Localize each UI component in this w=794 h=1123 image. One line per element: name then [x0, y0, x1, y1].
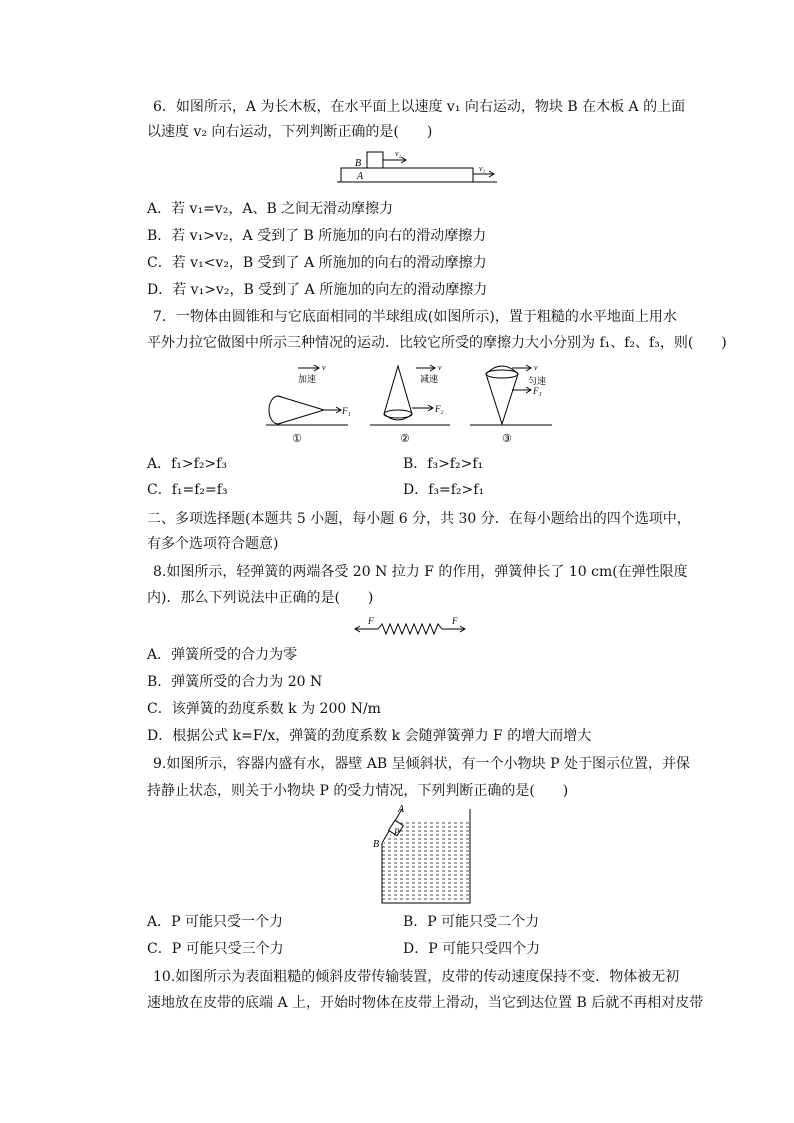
label-v1: v₁	[479, 164, 486, 173]
panel1-cone	[278, 396, 324, 424]
q7-option-c: C．f₁=f₂=f₃	[147, 482, 228, 498]
panel1-force-label: F₁	[342, 406, 351, 416]
label-p: P	[394, 827, 400, 837]
label-v2: v₂	[395, 149, 402, 158]
q6-option-d: D．若 v₁>v₂，B 受到了 A 所施加的向左的滑动摩擦力	[147, 282, 488, 298]
q9-option-d: D．P 可能只受四个力	[403, 941, 541, 957]
q10-stem-line1: 10.如图所示为表面粗糙的倾斜皮带传输装置，皮带的传动速度保持不变．物体被无初	[153, 969, 680, 985]
q8-option-b: B．弹簧所受的合力为 20 N	[147, 674, 323, 690]
q7-stem-line2: 平外力拉它做图中所示三种情况的运动．比较它所受的摩擦力大小分别为 f₁、f₂、f₃，则( )	[147, 335, 727, 351]
panel2-force-label: F₂	[435, 404, 444, 414]
q6-stem-line1: 6．如图所示，A 为长木板，在水平面上以速度 v₁ 向右运动，物块 B 在木板 A 的上面	[153, 99, 686, 115]
q8-stem-line1: 8.如图所示，轻弹簧的两端各受 20 N 拉力 F 的作用，弹簧伸长了 10 cm(在弹性限度	[153, 564, 688, 580]
label-a: A	[398, 805, 405, 815]
q9-option-b: B．P 可能只受二个力	[403, 914, 540, 930]
panel-1	[266, 363, 351, 445]
panel1-motion-label: 加速	[298, 374, 317, 384]
q6-option-a: A．若 v₁=v₂，A、B 之间无滑动摩擦力	[147, 201, 394, 217]
q6-option-c: C．若 v₁<v₂，B 受到了 A 所施加的向右的滑动摩擦力	[147, 255, 487, 271]
left-force-label: F	[368, 616, 374, 626]
q8-figure	[352, 614, 468, 640]
panel2-motion-label: 减速	[420, 374, 439, 384]
q7-option-d: D．f₃=f₂>f₁	[403, 482, 485, 498]
q9-stem-line2: 持静止状态，则关于小物块 P 的受力情况，下列判断正确的是( )	[147, 783, 569, 799]
spring	[378, 624, 442, 634]
q6-figure	[335, 146, 500, 188]
panel2-v-label: v	[438, 363, 442, 372]
panel1-number: ①	[292, 433, 302, 445]
panel3-v-label: v	[534, 363, 538, 372]
q9-option-c: C．P 可能只受三个力	[147, 941, 284, 957]
block-b	[367, 152, 383, 168]
q6-stem-line2: 以速度 v₂ 向右运动，下列判断正确的是( )	[147, 124, 433, 140]
panel2-number: ②	[400, 433, 410, 445]
q9-stem-line1: 9.如图所示，容器内盛有水，器壁 AB 呈倾斜状，有一个小物块 P 处于图示位置，并保	[153, 756, 690, 772]
q7-stem-line1: 7．一物体由圆锥和与它底面相同的半球组成(如图所示)，置于粗糙的水平地面上用水	[153, 309, 677, 325]
label-b: B	[373, 839, 380, 850]
q8-option-c: C．该弹簧的劲度系数 k 为 200 N/m	[147, 701, 381, 717]
q7-figure	[262, 360, 562, 446]
q10-stem-line2: 速地放在皮带的底端 A 上，开始时物体在皮带上滑动，当它到达位置 B 后就不再相对皮带	[147, 995, 704, 1011]
q8-option-d: D．根据公式 k=F/x，弹簧的劲度系数 k 会随弹簧弹力 F 的增大而增大	[147, 728, 592, 744]
q9-option-a: A．P 可能只受一个力	[147, 914, 283, 930]
label-a: A	[357, 171, 364, 182]
q8-option-a: A．弹簧所受的合力为零	[147, 647, 298, 663]
panel3-motion-label: 匀速	[528, 376, 547, 386]
q7-option-b: B．f₃>f₂>f₁	[403, 456, 484, 472]
section2-line1: 二、多项选择题(本题共 5 小题，每小题 6 分，共 30 分．在每小题给出的四个选项中，	[147, 511, 691, 527]
q8-stem-line2: 内)．那么下列说法中正确的是( )	[147, 590, 374, 606]
right-force-label: F	[452, 616, 458, 626]
label-b: B	[355, 158, 362, 169]
panel2-cone	[384, 366, 412, 420]
panel3-force-label: F₃	[533, 386, 542, 396]
q7-option-a: A．f₁>f₂>f₃	[147, 456, 227, 472]
q6-option-b: B．若 v₁>v₂，A 受到了 B 所施加的向右的滑动摩擦力	[147, 228, 487, 244]
panel1-v-label: v	[322, 363, 326, 372]
panel3-cone	[486, 374, 518, 424]
panel-3	[470, 363, 552, 445]
section2-line2: 有多个选项符合题意)	[147, 536, 279, 552]
q9-figure	[370, 805, 482, 907]
panel-2	[370, 363, 450, 445]
panel3-number: ③	[502, 433, 512, 445]
